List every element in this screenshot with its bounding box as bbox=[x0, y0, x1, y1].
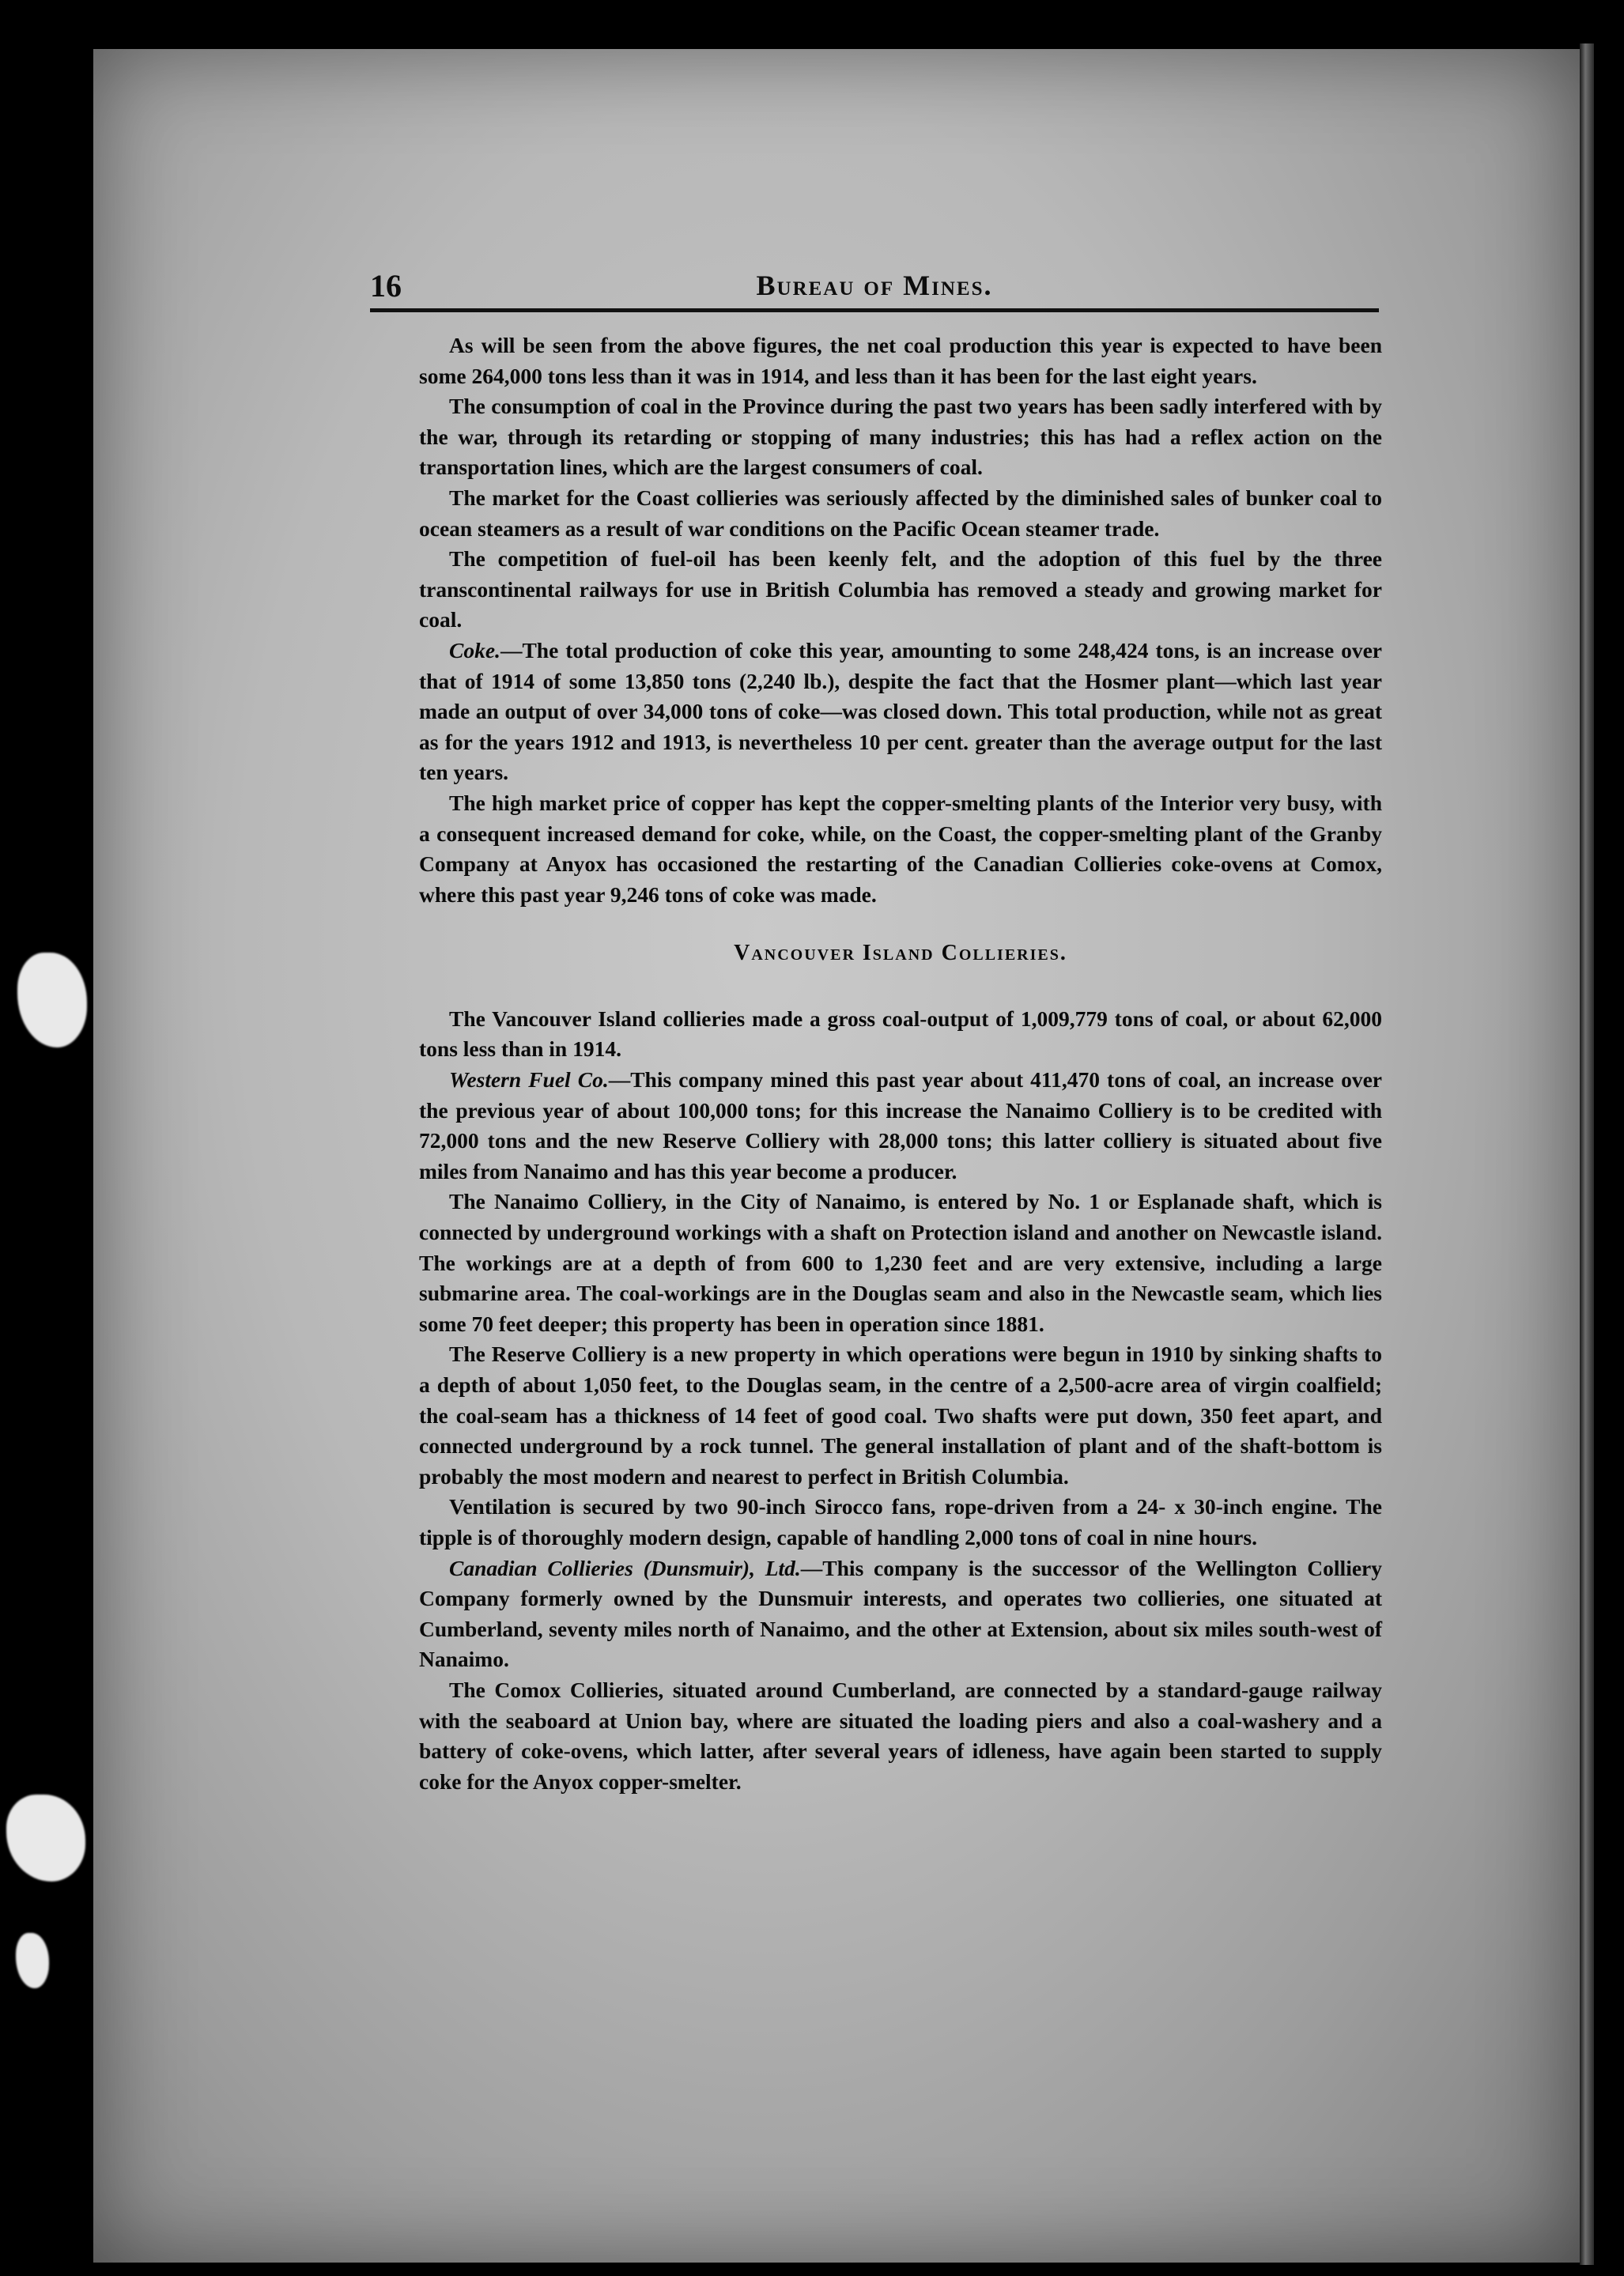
paragraph bbox=[419, 1492, 1382, 1553]
paragraph bbox=[419, 544, 1382, 636]
paragraphs-after-section bbox=[419, 1004, 1382, 1797]
paragraph bbox=[419, 636, 1382, 788]
paragraph-text: —This company mined this past year about 411,470 tons of coal, an increase over the previous year of about 100,000 tons; for this increase the Nanaimo Colliery is to be credited with 72,000 tons and the new Reserve Colliery with 28,000 tons; this latter colliery is situated about five miles from Nanaimo and has this year become a producer. bbox=[419, 1067, 1382, 1183]
paragraph bbox=[419, 330, 1382, 391]
running-head: Bureau of Mines. bbox=[756, 270, 993, 301]
paragraph-text: The Vancouver Island collieries made a gross coal-output of 1,009,779 tons of coal, or about 62,000 tons less than in 1914. bbox=[419, 1006, 1382, 1062]
paragraph-text: The Comox Collieries, situated around Cumberland, are connected by a standard-gauge railway with the seaboard at Union bay, where are situated the loading piers and also a coal-washery and a battery of coke-ovens, which latter, after several years of idleness, have again been started to supply coke for the Anyox copper-smelter. bbox=[419, 1677, 1382, 1794]
paragraph bbox=[419, 1065, 1382, 1187]
page-header bbox=[370, 255, 1379, 310]
paragraph bbox=[419, 1339, 1382, 1492]
paragraph-lead: Canadian Collieries (Dunsmuir), Ltd. bbox=[449, 1555, 801, 1580]
paragraph-lead: Coke. bbox=[449, 637, 500, 662]
section-title: Vancouver Island Collieries. bbox=[734, 941, 1067, 966]
paragraph bbox=[419, 391, 1382, 483]
paragraph bbox=[419, 483, 1382, 544]
paragraph-text: —The total production of coke this year, amounting to some 248,424 tons, is an increase over that of 1914 of some 13,850 tons (2,240 lb.), despite the fact that the Hosmer plant—which last year made an output of over 34,000 tons of coke—was closed down. This total production, while not as great as for the years 1912 and 1913, is nevertheless 10 per cent. greater than the average output for the last ten years. bbox=[419, 637, 1382, 785]
paragraph-text: As will be seen from the above figures, the net coal production this year is expected to have been some 264,000 tons less than it was in 1914, and less than it has been for the last eight years. bbox=[419, 333, 1382, 388]
paragraph bbox=[419, 788, 1382, 910]
header-rule bbox=[370, 308, 1379, 312]
paragraphs-before-section bbox=[419, 330, 1382, 910]
paragraph-text: The competition of fuel-oil has been keenly felt, and the adoption of this fuel by the three transcontinental railways for use in British Columbia has removed a steady and growing market for coal. bbox=[419, 546, 1382, 632]
page-number: 16 bbox=[370, 268, 402, 304]
paragraph bbox=[419, 1187, 1382, 1339]
paragraph-text: The Nanaimo Colliery, in the City of Nanaimo, is entered by No. 1 or Esplanade shaft, which is connected by underground workings with a shaft on Protection island and another on Newcastle island. The workings are at a depth of from 600 to 1,230 feet and are very extensive, including a large submarine area. The coal-workings are in the Douglas seam and also in the Newcastle seam, which lies some 70 feet deeper; this property has been in operation since 1881. bbox=[419, 1189, 1382, 1336]
paragraph-text: —This company is the successor of the Wellington Colliery Company formerly owned by the Dunsmuir interests, and operates two collieries, one situated at Cumberland, seventy miles north of Nanaimo, and the other at Extension, about six miles south-west of Nanaimo. bbox=[419, 1555, 1382, 1672]
paragraph bbox=[419, 1675, 1382, 1797]
paragraph-text: The Reserve Colliery is a new property in which operations were begun in 1910 by sinking shafts to a depth of about 1,050 feet, to the Douglas seam, in the centre of a 2,500-acre area of virgin coalfield; the coal-seam has a thickness of 14 feet of good coal. Two shafts were put down, 350 feet apart, and connected underground by a rock tunnel. The general installation of plant and of the shaft-bottom is probably the most modern and nearest to perfect in British Columbia. bbox=[419, 1342, 1382, 1489]
paragraph-text: The market for the Coast collieries was seriously affected by the diminished sales of bunker coal to ocean steamers as a result of war conditions on the Pacific Ocean steamer trade. bbox=[419, 485, 1382, 541]
paragraph-lead: Western Fuel Co. bbox=[449, 1067, 609, 1093]
paragraph bbox=[419, 1004, 1382, 1065]
body-text bbox=[419, 330, 1382, 1797]
page-edge-shadow bbox=[1580, 43, 1594, 2265]
paragraph bbox=[419, 1553, 1382, 1675]
paragraph-text: The consumption of coal in the Province during the past two years has been sadly interfered with by the war, through its retarding or stopping of many industries; this has had a reflex action on the transportation lines, which are the largest consumers of coal. bbox=[419, 394, 1382, 480]
paragraph-text: Ventilation is secured by two 90-inch Sirocco fans, rope-driven from a 24- x 30-inch engine. The tipple is of thoroughly modern design, capable of handling 2,000 tons of coal in nine hours. bbox=[419, 1494, 1382, 1549]
paragraph-text: The high market price of copper has kept the copper-smelting plants of the Interior very busy, with a consequent increased demand for coke, while, on the Coast, the copper-smelting plant of the Granby Company at Anyox has occasioned the restarting of the Canadian Collieries coke-ovens at Comox, where this past year 9,246 tons of coke was made. bbox=[419, 790, 1382, 907]
